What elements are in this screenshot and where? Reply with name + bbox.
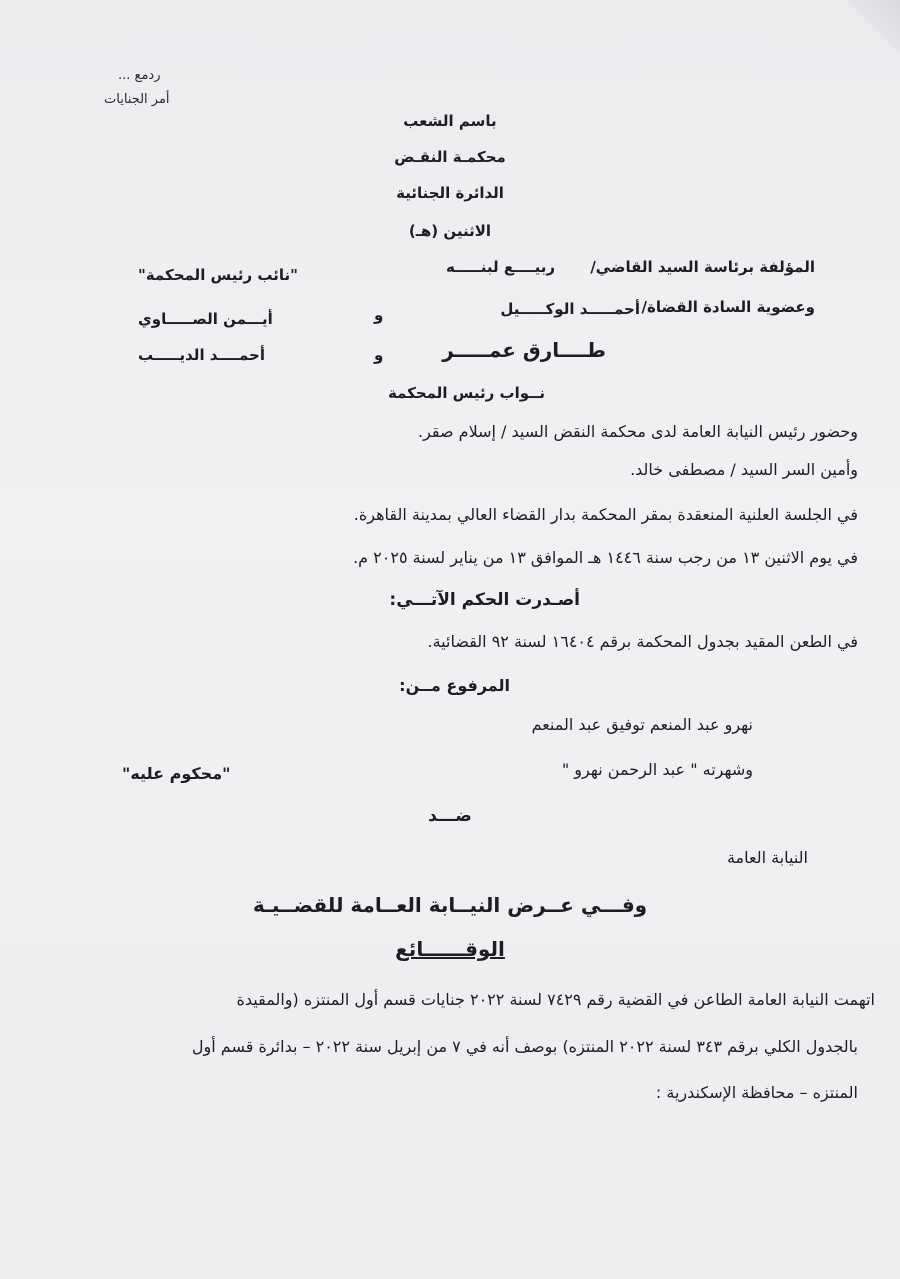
appellant-alias: وشهرته " عبد الرحمن نهرو " <box>561 760 753 779</box>
member-4: أحمــــد الديـــــب <box>138 346 265 364</box>
header-day: الاثنين (هـ) <box>408 222 492 240</box>
facts-para-line-1: اتهمت النيابة العامة الطاعن في القضية رقم ٧٤٢٩ لسنة ٢٠٢٢ جنايات قسم أول المنتزه (والمقيدة <box>236 990 875 1009</box>
respondent-label: النيابة العامة <box>726 848 808 867</box>
and-2: و <box>374 346 384 364</box>
facts-para-line-3: المنتزه – محافظة الإسكندرية : <box>655 1083 858 1102</box>
header-court: محكمـة النقـض <box>394 148 506 166</box>
date-line: في يوم الاثنين ١٣ من رجب سنة ١٤٤٦ هـ الموافق ١٣ من يناير لسنة ٢٠٢٥ م. <box>353 548 858 567</box>
corner-note-line1: ردمع ... <box>118 68 161 83</box>
presided-label: المؤلفة برئاسة السيد القاضي/ <box>590 258 815 276</box>
convicted-label: "محكوم عليه" <box>122 764 231 783</box>
header-circuit: الدائرة الجنائية <box>396 184 504 202</box>
session-line: في الجلسة العلنية المنعقدة بمقر المحكمة بدار القضاء العالي بمدينة القاهرة. <box>353 505 858 524</box>
appellant-name: نهرو عبد المنعم توفيق عبد المنعم <box>531 715 753 734</box>
member-3: طــــارق عمـــــر <box>442 338 606 362</box>
deputies-label: نــواب رئيس المحكمة <box>387 384 545 402</box>
clerk-line: وأمين السر السيد / مصطفى خالد. <box>630 460 858 479</box>
member-2: أيـــمن الصـــــاوي <box>138 310 273 328</box>
page-fold <box>840 0 900 60</box>
facts-heading: الوقــــــائع <box>395 937 505 961</box>
member-1: أحمـــــد الوكـــــيل <box>500 300 640 318</box>
facts-para-line-2: بالجدول الكلي برقم ٣٤٣ لسنة ٢٠٢٢ المنتزه) بوصف أنه في ٧ من إبريل سنة ٢٠٢٢ – بدائرة قسم أول <box>191 1037 858 1056</box>
issued-heading: أصـدرت الحكم الآتـــي: <box>389 590 580 610</box>
presided-title: "نائب رئيس المحكمة" <box>138 266 298 284</box>
members-label: وعضوية السادة القضاة/ <box>641 298 815 316</box>
section-heading: وفـــي عــرض النيــابة العــامة للقضــيـة <box>252 893 648 917</box>
presided-name: ربيــــع لبنـــــه <box>446 258 555 276</box>
appeal-line: في الطعن المقيد بجدول المحكمة برقم ١٦٤٠٤ لسنة ٩٢ القضائية. <box>427 632 858 651</box>
corner-note-line2: أمر الجنايات <box>104 92 170 107</box>
and-1: و <box>374 306 384 324</box>
against-label: ضـــد <box>428 806 472 826</box>
filed-by-heading: المرفوع مــن: <box>399 676 510 695</box>
header-line-1: باسم الشعب <box>403 112 497 130</box>
prosecutor-line: وحضور رئيس النيابة العامة لدى محكمة النقض السيد / إسلام صقر. <box>417 422 858 441</box>
